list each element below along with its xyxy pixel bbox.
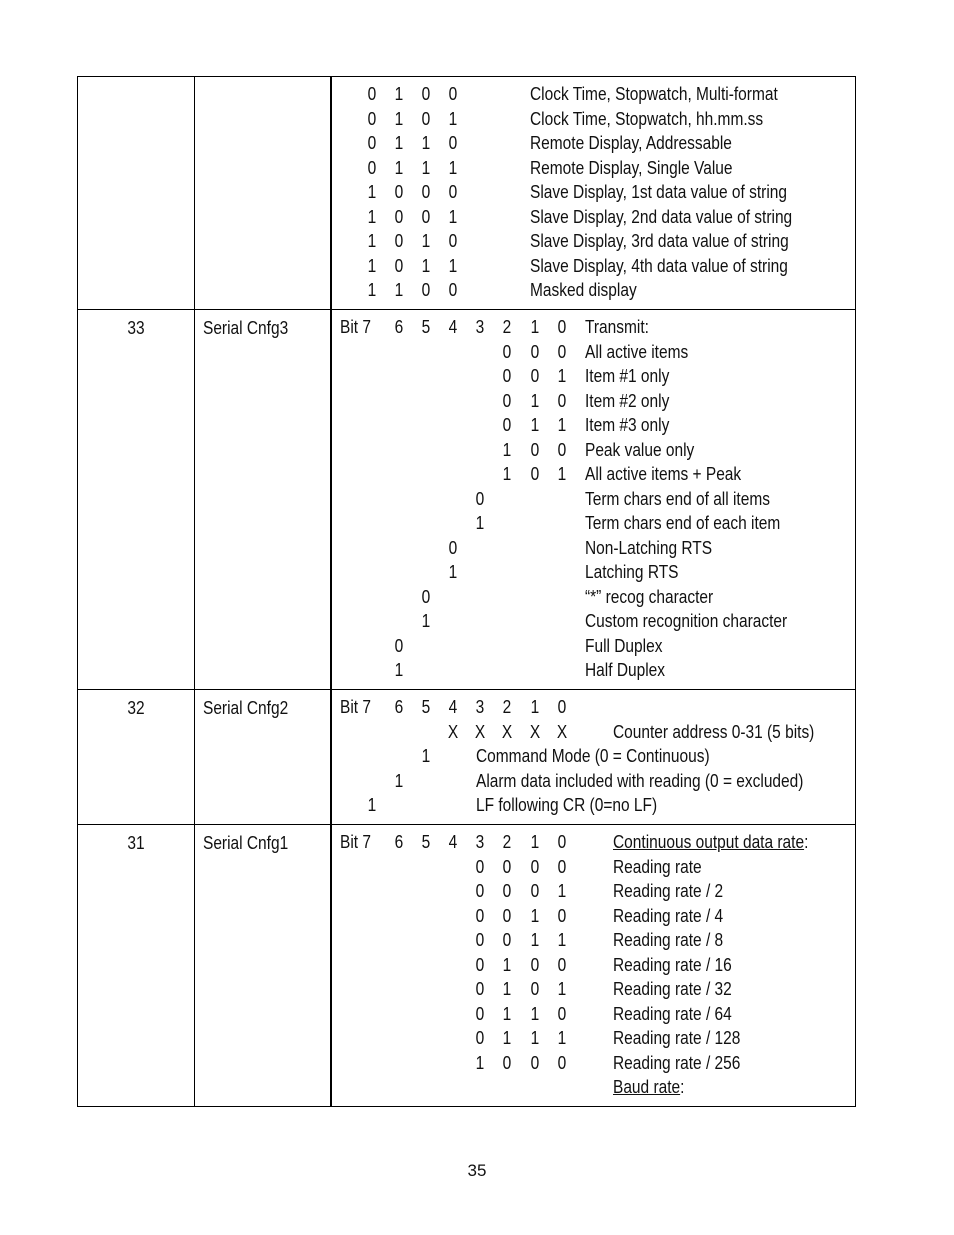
bit-value: 0: [421, 84, 431, 104]
table-row: [78, 309, 855, 689]
bit-line: [332, 315, 855, 340]
bit-value: 0: [475, 881, 485, 901]
bit-value: 0: [557, 1052, 567, 1073]
bit-value: 4: [448, 832, 458, 852]
bit-value: 0: [421, 182, 431, 202]
bit-value: 1: [367, 206, 377, 227]
bits-cell: [332, 690, 855, 824]
bits-cell: [332, 825, 855, 1106]
bit-line: [332, 744, 855, 769]
bit-value: 0: [557, 954, 567, 975]
bit-description: Slave Display, 3rd data value of string: [530, 231, 789, 251]
bit-value: 1: [421, 746, 431, 766]
bit-line: [332, 229, 855, 254]
bit-value: 0: [530, 464, 540, 484]
bit-value: 0: [557, 341, 567, 362]
bit-line: [332, 585, 855, 610]
bit-value: X: [474, 721, 486, 742]
bit-value: 0: [557, 832, 567, 852]
bit-value: 1: [530, 415, 540, 435]
address-cell: [78, 310, 195, 689]
bit-line: [332, 634, 855, 659]
table-row: [78, 824, 855, 1106]
bit-value: 0: [557, 1003, 567, 1024]
bit-line: [332, 1002, 855, 1027]
bit-value: 0: [448, 84, 458, 104]
bit-description: “*” recog character: [585, 586, 714, 607]
bit-value: 0: [421, 108, 431, 129]
bit-line: [332, 205, 855, 230]
bit-value: 0: [367, 84, 377, 104]
bit-value: 1: [367, 231, 377, 251]
name-cell: [195, 690, 332, 824]
bit-value: X: [447, 721, 459, 742]
bit-value: 4: [448, 697, 458, 717]
bit-value: 1: [421, 255, 431, 276]
bit-description: Reading rate / 256: [613, 1052, 741, 1073]
bit-description: Slave Display, 2nd data value of string: [530, 206, 793, 227]
bit-value: 0: [530, 954, 540, 975]
bit-value: 0: [530, 366, 540, 386]
bit-value: 3: [475, 832, 485, 852]
bit-value: 0: [475, 979, 485, 999]
page-number: 35: [467, 1161, 487, 1180]
bit-value: 1: [557, 415, 567, 435]
bit-description: Reading rate / 8: [613, 930, 724, 950]
bit-value: 1: [530, 1003, 540, 1024]
bit-value: 1: [448, 206, 458, 227]
bit-value: 5: [421, 832, 431, 852]
bit-description: Reading rate / 64: [613, 1003, 732, 1024]
bit-value: 0: [557, 317, 567, 337]
register-address: 33: [127, 318, 145, 338]
bit-line: [332, 769, 855, 794]
bit-value: 1: [448, 562, 458, 582]
bit-value: 0: [475, 930, 485, 950]
bit-value: 0: [367, 133, 377, 153]
bit-value: 0: [394, 206, 404, 227]
bit-value: 0: [448, 182, 458, 202]
bit-value: 0: [421, 586, 431, 607]
bit-description: Reading rate: [613, 856, 702, 877]
bit-value: 1: [502, 464, 512, 484]
bit-value: 1: [502, 954, 512, 975]
bit-value: 1: [394, 770, 404, 791]
bit-line: [332, 879, 855, 904]
bit-description: All active items + Peak: [585, 464, 742, 484]
bit-value: 1: [394, 660, 404, 680]
bit-line: [332, 82, 855, 107]
bit-line: [332, 413, 855, 438]
bit-description: Remote Display, Addressable: [530, 133, 732, 153]
bit-value: 1: [475, 1052, 485, 1073]
bit-value: 0: [557, 856, 567, 877]
bit-value: 0: [502, 856, 512, 877]
bit-value: 1: [557, 366, 567, 386]
bit-line: [332, 536, 855, 561]
bit-value: 1: [502, 1028, 512, 1048]
bit-value: 0: [557, 390, 567, 411]
bit-description: Continuous output data rate:: [613, 832, 809, 852]
name-cell: [195, 77, 332, 309]
bit-value: 0: [448, 537, 458, 558]
bit-value: 1: [394, 133, 404, 153]
bit-description: Term chars end of each item: [585, 513, 781, 533]
bit-value: 1: [530, 697, 540, 717]
register-address: 31: [127, 833, 145, 853]
bit-description: LF following CR (0=no LF): [476, 795, 658, 815]
bit-line: [332, 953, 855, 978]
bits-cell: [332, 310, 855, 689]
bit-value: 0: [502, 905, 512, 926]
bit-line: [332, 462, 855, 487]
table-row: [78, 77, 855, 309]
bit-line: [332, 389, 855, 414]
bit-line: [332, 156, 855, 181]
bit-description: Peak value only: [585, 439, 695, 460]
bit-value: 0: [557, 905, 567, 926]
bit-value: 6: [394, 832, 404, 852]
bit-value: 0: [502, 415, 512, 435]
name-cell: [195, 310, 332, 689]
bit-header-label: Bit 7: [340, 317, 371, 337]
bit-description: Transmit:: [585, 317, 649, 337]
bit-value: 0: [394, 182, 404, 202]
bit-line: [332, 511, 855, 536]
bit-value: 0: [475, 488, 485, 509]
bit-value: X: [501, 721, 513, 742]
bit-description: Item #1 only: [585, 366, 670, 386]
bit-value: 0: [502, 930, 512, 950]
bit-line: [332, 793, 855, 818]
bit-description: Non-Latching RTS: [585, 537, 713, 558]
bit-value: 0: [367, 108, 377, 129]
bit-header-label: Bit 7: [340, 832, 371, 852]
bit-value: 1: [475, 513, 485, 533]
bit-value: 1: [448, 255, 458, 276]
bit-value: 0: [475, 1003, 485, 1024]
bit-value: 1: [367, 280, 377, 300]
bit-value: 1: [502, 979, 512, 999]
bit-value: 1: [421, 133, 431, 153]
bit-value: 1: [448, 108, 458, 129]
bit-line: [332, 720, 855, 745]
register-name: Serial Cnfg2: [203, 698, 289, 718]
bit-value: 1: [557, 881, 567, 901]
bit-value: 0: [530, 1052, 540, 1073]
bit-value: X: [529, 721, 541, 742]
bit-value: 1: [421, 157, 431, 178]
bit-line: [332, 487, 855, 512]
bit-description: Reading rate / 4: [613, 905, 724, 926]
register-name: Serial Cnfg1: [203, 833, 289, 853]
bit-value: 0: [448, 280, 458, 300]
bit-value: 1: [557, 930, 567, 950]
bit-value: 0: [557, 439, 567, 460]
bit-line: [332, 977, 855, 1002]
bit-value: 1: [530, 317, 540, 337]
bit-value: 1: [530, 905, 540, 926]
bit-value: 1: [502, 1003, 512, 1024]
bit-description: Reading rate / 32: [613, 979, 732, 999]
bit-value: 0: [475, 856, 485, 877]
bit-value: 4: [448, 317, 458, 337]
bit-value: 2: [502, 832, 512, 852]
bit-value: 1: [557, 464, 567, 484]
bit-value: 1: [448, 157, 458, 178]
bit-description: Alarm data included with reading (0 = excluded): [476, 770, 804, 791]
bit-value: 6: [394, 697, 404, 717]
bit-value: 0: [394, 231, 404, 251]
bits-cell: [332, 77, 855, 309]
bit-value: 0: [475, 905, 485, 926]
bit-value: 0: [502, 366, 512, 386]
bit-description: Clock Time, Stopwatch, hh.mm.ss: [530, 108, 764, 129]
bit-description: Masked display: [530, 280, 637, 300]
bit-line: [332, 1051, 855, 1076]
bit-value: 1: [394, 280, 404, 300]
bit-description: Term chars end of all items: [585, 488, 770, 509]
bit-value: 0: [530, 856, 540, 877]
bit-value: 0: [502, 341, 512, 362]
address-cell: [78, 77, 195, 309]
bit-value: 0: [475, 954, 485, 975]
bit-description: Full Duplex: [585, 635, 663, 656]
bit-line: [332, 254, 855, 279]
bit-value: 0: [367, 157, 377, 178]
bit-value: 2: [502, 697, 512, 717]
bit-description: Reading rate / 128: [613, 1028, 741, 1048]
name-cell: [195, 825, 332, 1106]
bit-line: [332, 658, 855, 683]
bit-description: Item #3 only: [585, 415, 670, 435]
bit-line: [332, 278, 855, 303]
bit-line: [332, 830, 855, 855]
bit-line: [332, 107, 855, 132]
bit-description: Baud rate:: [613, 1077, 685, 1097]
bit-description: Remote Display, Single Value: [530, 157, 733, 178]
bit-line: [332, 1075, 855, 1100]
address-cell: [78, 690, 195, 824]
bit-description-underlined: Baud rate: [613, 1077, 681, 1097]
bit-description: Reading rate / 16: [613, 954, 732, 975]
bit-value: 3: [475, 317, 485, 337]
bit-value: 0: [502, 881, 512, 901]
bit-value: 1: [530, 390, 540, 411]
bit-description: All active items: [585, 341, 689, 362]
bit-description-underlined: Continuous output data rate: [613, 832, 805, 852]
bit-value: 2: [502, 317, 512, 337]
bit-line: [332, 438, 855, 463]
bit-value: 0: [421, 280, 431, 300]
bit-value: 1: [530, 930, 540, 950]
register-address: 32: [127, 698, 145, 718]
bit-line: [332, 904, 855, 929]
bit-value: 0: [475, 1028, 485, 1048]
address-cell: [78, 825, 195, 1106]
bit-value: 0: [394, 635, 404, 656]
table-row: [78, 689, 855, 824]
bit-description: Slave Display, 4th data value of string: [530, 255, 788, 276]
bit-value: 5: [421, 697, 431, 717]
bit-description: Counter address 0-31 (5 bits): [613, 721, 815, 742]
bit-value: 1: [502, 439, 512, 460]
bit-value: 1: [530, 1028, 540, 1048]
bit-line: [332, 180, 855, 205]
bit-value: 0: [502, 390, 512, 411]
bit-value: 1: [394, 157, 404, 178]
register-name: Serial Cnfg3: [203, 318, 289, 338]
bit-description: Slave Display, 1st data value of string: [530, 182, 787, 202]
bit-line: [332, 560, 855, 585]
bit-value: 0: [448, 133, 458, 153]
bit-value: 0: [448, 231, 458, 251]
bit-value: 0: [530, 979, 540, 999]
bit-value: 1: [421, 611, 431, 631]
bit-line: [332, 609, 855, 634]
bit-value: 1: [367, 795, 377, 815]
bit-description: Reading rate / 2: [613, 881, 724, 901]
bit-line: [332, 695, 855, 720]
bit-description: Command Mode (0 = Continuous): [476, 746, 710, 766]
bit-value: 5: [421, 317, 431, 337]
bit-line: [332, 928, 855, 953]
bit-value: 1: [367, 255, 377, 276]
bit-value: 1: [530, 832, 540, 852]
bit-description: Half Duplex: [585, 660, 666, 680]
bit-value: 1: [557, 1028, 567, 1048]
bit-line: [332, 131, 855, 156]
register-table: [77, 76, 856, 1107]
bit-line: [332, 1026, 855, 1051]
bit-value: 1: [394, 108, 404, 129]
bit-value: 0: [421, 206, 431, 227]
bit-value: 0: [530, 341, 540, 362]
bit-description: Custom recognition character: [585, 611, 788, 631]
bit-value: 0: [394, 255, 404, 276]
bit-value: 1: [421, 231, 431, 251]
bit-value: 1: [557, 979, 567, 999]
bit-header-label: Bit 7: [340, 697, 371, 717]
bit-value: X: [556, 721, 568, 742]
bit-value: 1: [367, 182, 377, 202]
bit-line: [332, 364, 855, 389]
bit-description: Latching RTS: [585, 562, 679, 582]
bit-value: 0: [530, 439, 540, 460]
bit-value: 0: [557, 697, 567, 717]
bit-description: Clock Time, Stopwatch, Multi-format: [530, 84, 778, 104]
bit-line: [332, 855, 855, 880]
bit-value: 6: [394, 317, 404, 337]
bit-value: 0: [530, 881, 540, 901]
bit-line: [332, 340, 855, 365]
bit-value: 1: [394, 84, 404, 104]
bit-value: 3: [475, 697, 485, 717]
bit-value: 0: [502, 1052, 512, 1073]
bit-description: Item #2 only: [585, 390, 670, 411]
